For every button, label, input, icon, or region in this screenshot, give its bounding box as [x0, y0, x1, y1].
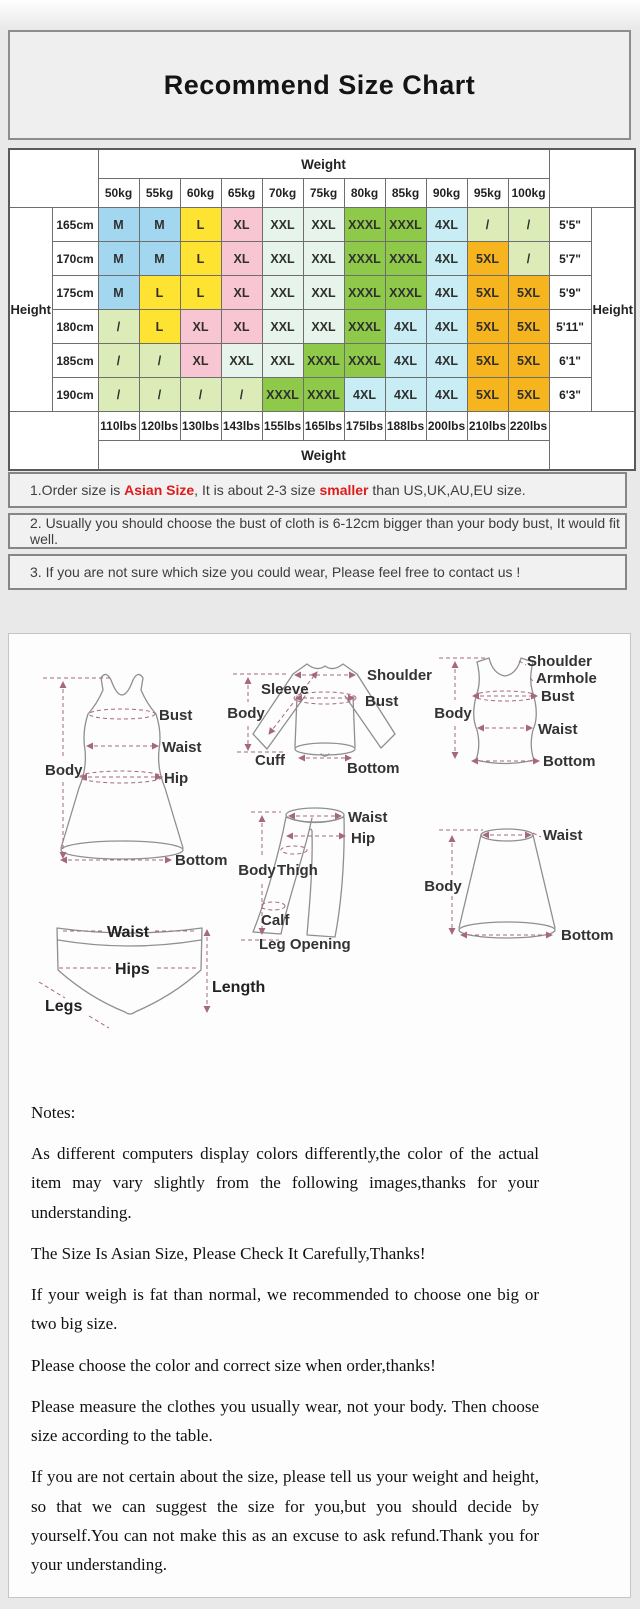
size-cell: XXXL: [344, 242, 385, 276]
size-cell: 5XL: [467, 242, 508, 276]
size-cell: XXL: [303, 242, 344, 276]
weight-lbs-cell: 110lbs: [98, 412, 139, 441]
skirt-diagram: [424, 827, 613, 944]
top-fade: [0, 0, 640, 28]
skirt-waist-label: Waist: [543, 827, 583, 844]
dress-waist-label: Waist: [162, 739, 202, 756]
size-cell: M: [98, 208, 139, 242]
size-cell: 4XL: [426, 310, 467, 344]
size-cell: XXXL: [344, 276, 385, 310]
height-ft-cell: 5'5": [549, 208, 591, 242]
size-cell: /: [221, 378, 262, 412]
size-cell: /: [467, 208, 508, 242]
size-cell: M: [98, 276, 139, 310]
size-cell: M: [98, 242, 139, 276]
height-cm-cell: 190cm: [52, 378, 98, 412]
size-cell: /: [139, 344, 180, 378]
weight-lbs-cell: 155lbs: [262, 412, 303, 441]
size-cell: M: [139, 208, 180, 242]
height-cm-cell: 170cm: [52, 242, 98, 276]
note-box: [8, 513, 627, 549]
size-cell: XXXL: [303, 378, 344, 412]
notes-paragraph: Please measure the clothes you usually wear, not your body. Then choose size according to the table.: [31, 1396, 539, 1446]
shirt-shoulder-label: Shoulder: [367, 667, 433, 684]
size-cell: XXXL: [385, 242, 426, 276]
size-cell: 4XL: [344, 378, 385, 412]
shirt-diagram: [227, 664, 432, 777]
size-cell: XL: [221, 310, 262, 344]
size-cell: 4XL: [426, 242, 467, 276]
shirt-bust-label: Bust: [365, 693, 399, 710]
size-cell: 4XL: [385, 344, 426, 378]
size-cell: XXXL: [344, 310, 385, 344]
size-cell: L: [139, 310, 180, 344]
notes-paragraph: Please choose the color and correct size when order,thanks!: [31, 1355, 436, 1375]
size-cell: L: [139, 276, 180, 310]
size-cell: L: [180, 208, 221, 242]
size-cell: 5XL: [508, 378, 549, 412]
size-cell: 5XL: [508, 344, 549, 378]
table-corner-top-left: [9, 149, 98, 208]
weight-header-bottom: Weight: [98, 441, 549, 471]
size-cell: 5XL: [467, 276, 508, 310]
size-cell: /: [98, 310, 139, 344]
size-cell: XL: [221, 276, 262, 310]
size-cell: 4XL: [385, 310, 426, 344]
notes-paragraphs: [31, 1139, 539, 1579]
size-cell: XXXL: [262, 378, 303, 412]
height-label-left: Height: [9, 208, 52, 412]
size-cell: XXL: [303, 276, 344, 310]
shirt-sleeve-label: Sleeve: [261, 681, 309, 698]
note-text: 3. If you are not sure which size you could wear, Please feel free to contact us !: [30, 564, 521, 580]
size-cell: 5XL: [467, 310, 508, 344]
note-text-red: smaller: [319, 482, 369, 498]
weight-kg-cell: 65kg: [221, 179, 262, 208]
brief-hips-label: Hips: [115, 961, 150, 978]
weight-lbs-cell: 200lbs: [426, 412, 467, 441]
brief-legs-label: Legs: [45, 998, 83, 1015]
note-text: , It is about 2-3 size: [194, 482, 320, 498]
pants-hip-label: Hip: [351, 830, 376, 847]
weight-kg-cell: 100kg: [508, 179, 549, 208]
weight-kg-cell: 85kg: [385, 179, 426, 208]
height-cm-cell: 180cm: [52, 310, 98, 344]
pants-leg-opening-label: Leg Opening: [259, 936, 351, 953]
brief-length-label: Length: [212, 979, 266, 996]
weight-lbs-cell: 130lbs: [180, 412, 221, 441]
dress-bust-label: Bust: [159, 707, 193, 724]
weight-kg-cell: 90kg: [426, 179, 467, 208]
size-table: [8, 148, 636, 471]
height-ft-cell: 6'3": [549, 378, 591, 412]
weight-lbs-cell: 120lbs: [139, 412, 180, 441]
size-cell: XXXL: [344, 208, 385, 242]
bottom-notes: [31, 1098, 539, 1579]
table-corner-top-right: [549, 149, 635, 208]
vest-body-label: Body: [434, 705, 472, 722]
weight-kg-cell: 80kg: [344, 179, 385, 208]
note-text: 2. Usually you should choose the bust of cloth is 6-12cm bigger than your body bust, It would fit well.: [30, 515, 624, 547]
size-cell: 5XL: [467, 344, 508, 378]
size-cell: 4XL: [426, 208, 467, 242]
weight-kg-cell: 55kg: [139, 179, 180, 208]
pants-diagram: [238, 808, 387, 953]
table-corner-bottom-left: [9, 412, 98, 471]
weight-kg-cell: 75kg: [303, 179, 344, 208]
table-corner-bottom-right: [549, 412, 635, 471]
weight-lbs-cell: 175lbs: [344, 412, 385, 441]
brief-diagram: [39, 924, 265, 1028]
height-cm-cell: 185cm: [52, 344, 98, 378]
notes-paragraph: As different computers display colors differently,the color of the actual item may vary slightly from the following images,thanks for your understanding.: [31, 1144, 539, 1222]
weight-lbs-cell: 220lbs: [508, 412, 549, 441]
notes-paragraph: The Size Is Asian Size, Please Check It Carefully,Thanks!: [31, 1243, 426, 1263]
height-ft-cell: 6'1": [549, 344, 591, 378]
vest-shoulder-label: Shoulder: [527, 653, 593, 670]
vest-waist-label: Waist: [538, 721, 578, 738]
height-ft-cell: 5'9": [549, 276, 591, 310]
weight-kg-cell: 60kg: [180, 179, 221, 208]
dress-body-label: Body: [45, 762, 83, 779]
size-cell: XXXL: [385, 276, 426, 310]
weight-lbs-cell: 143lbs: [221, 412, 262, 441]
weight-lbs-cell: 210lbs: [467, 412, 508, 441]
height-cm-cell: 175cm: [52, 276, 98, 310]
vest-bust-label: Bust: [541, 688, 575, 705]
shirt-cuff-label: Cuff: [255, 752, 285, 769]
size-cell: XXL: [262, 276, 303, 310]
size-cell: 4XL: [426, 276, 467, 310]
size-table-body: [9, 149, 635, 470]
size-cell: M: [139, 242, 180, 276]
size-cell: /: [98, 378, 139, 412]
brief-waist-label: Waist: [107, 924, 150, 941]
vest-bottom-label: Bottom: [543, 753, 596, 770]
note-box: [8, 472, 627, 508]
size-cell: 5XL: [508, 276, 549, 310]
weight-kg-cell: 50kg: [98, 179, 139, 208]
pants-thigh-label: Thigh: [277, 862, 318, 879]
size-cell: XXL: [262, 344, 303, 378]
title-box: [8, 30, 631, 140]
weight-lbs-cell: 188lbs: [385, 412, 426, 441]
note-text-red: Asian Size: [124, 482, 195, 498]
size-cell: 4XL: [385, 378, 426, 412]
size-cell: /: [508, 208, 549, 242]
skirt-bottom-label: Bottom: [561, 927, 614, 944]
pants-calf-label: Calf: [261, 912, 290, 929]
vest-armhole-label: Armhole: [536, 670, 597, 687]
size-cell: 5XL: [467, 378, 508, 412]
size-cell: XXL: [303, 208, 344, 242]
weight-kg-cell: 95kg: [467, 179, 508, 208]
pants-waist-label: Waist: [348, 809, 388, 826]
size-cell: 5XL: [508, 310, 549, 344]
size-cell: XXXL: [385, 208, 426, 242]
note-boxes: [8, 472, 627, 595]
shirt-bottom-label: Bottom: [347, 760, 400, 777]
measure-diagrams: [15, 634, 635, 1036]
size-cell: 4XL: [426, 378, 467, 412]
height-ft-cell: 5'11": [549, 310, 591, 344]
size-cell: XXL: [303, 310, 344, 344]
size-cell: XL: [221, 208, 262, 242]
size-cell: XXL: [262, 310, 303, 344]
note-box: [8, 554, 627, 590]
shirt-body-label: Body: [227, 705, 265, 722]
page-title: Recommend Size Chart: [163, 69, 476, 100]
note-text: 1.Order size is: [30, 482, 125, 498]
size-cell: XXXL: [344, 344, 385, 378]
skirt-body-label: Body: [424, 878, 462, 895]
pants-body-label: Body: [238, 862, 276, 879]
weight-header-top: Weight: [98, 149, 549, 179]
size-cell: /: [98, 344, 139, 378]
height-label-right: Height: [591, 208, 635, 412]
size-cell: /: [508, 242, 549, 276]
size-cell: /: [139, 378, 180, 412]
dress-hip-label: Hip: [164, 770, 189, 787]
notes-heading: Notes:: [31, 1103, 76, 1122]
size-cell: XXL: [262, 208, 303, 242]
notes-paragraph: If your weigh is fat than normal, we recommended to choose one big or two big size.: [31, 1285, 539, 1334]
size-cell: L: [180, 276, 221, 310]
size-cell: XL: [221, 242, 262, 276]
dress-diagram: [43, 674, 228, 869]
measure-panel: [8, 633, 631, 1598]
note-text: than US,UK,AU,EU size.: [368, 482, 526, 498]
size-cell: XL: [180, 344, 221, 378]
size-cell: XL: [180, 310, 221, 344]
height-ft-cell: 5'7": [549, 242, 591, 276]
size-cell: 4XL: [426, 344, 467, 378]
size-cell: XXXL: [303, 344, 344, 378]
size-cell: /: [180, 378, 221, 412]
weight-kg-cell: 70kg: [262, 179, 303, 208]
size-cell: L: [180, 242, 221, 276]
dress-bottom-label: Bottom: [175, 852, 228, 869]
size-cell: XXL: [221, 344, 262, 378]
height-cm-cell: 165cm: [52, 208, 98, 242]
weight-lbs-cell: 165lbs: [303, 412, 344, 441]
size-cell: XXL: [262, 242, 303, 276]
vest-diagram: [434, 653, 597, 770]
notes-paragraph: If you are not certain about the size, please tell us your weight and height, so that we can suggest the size for you,but you should decide by yourself.You can not make this as an excuse to ask refund.Thank you for your understanding.: [31, 1467, 539, 1575]
